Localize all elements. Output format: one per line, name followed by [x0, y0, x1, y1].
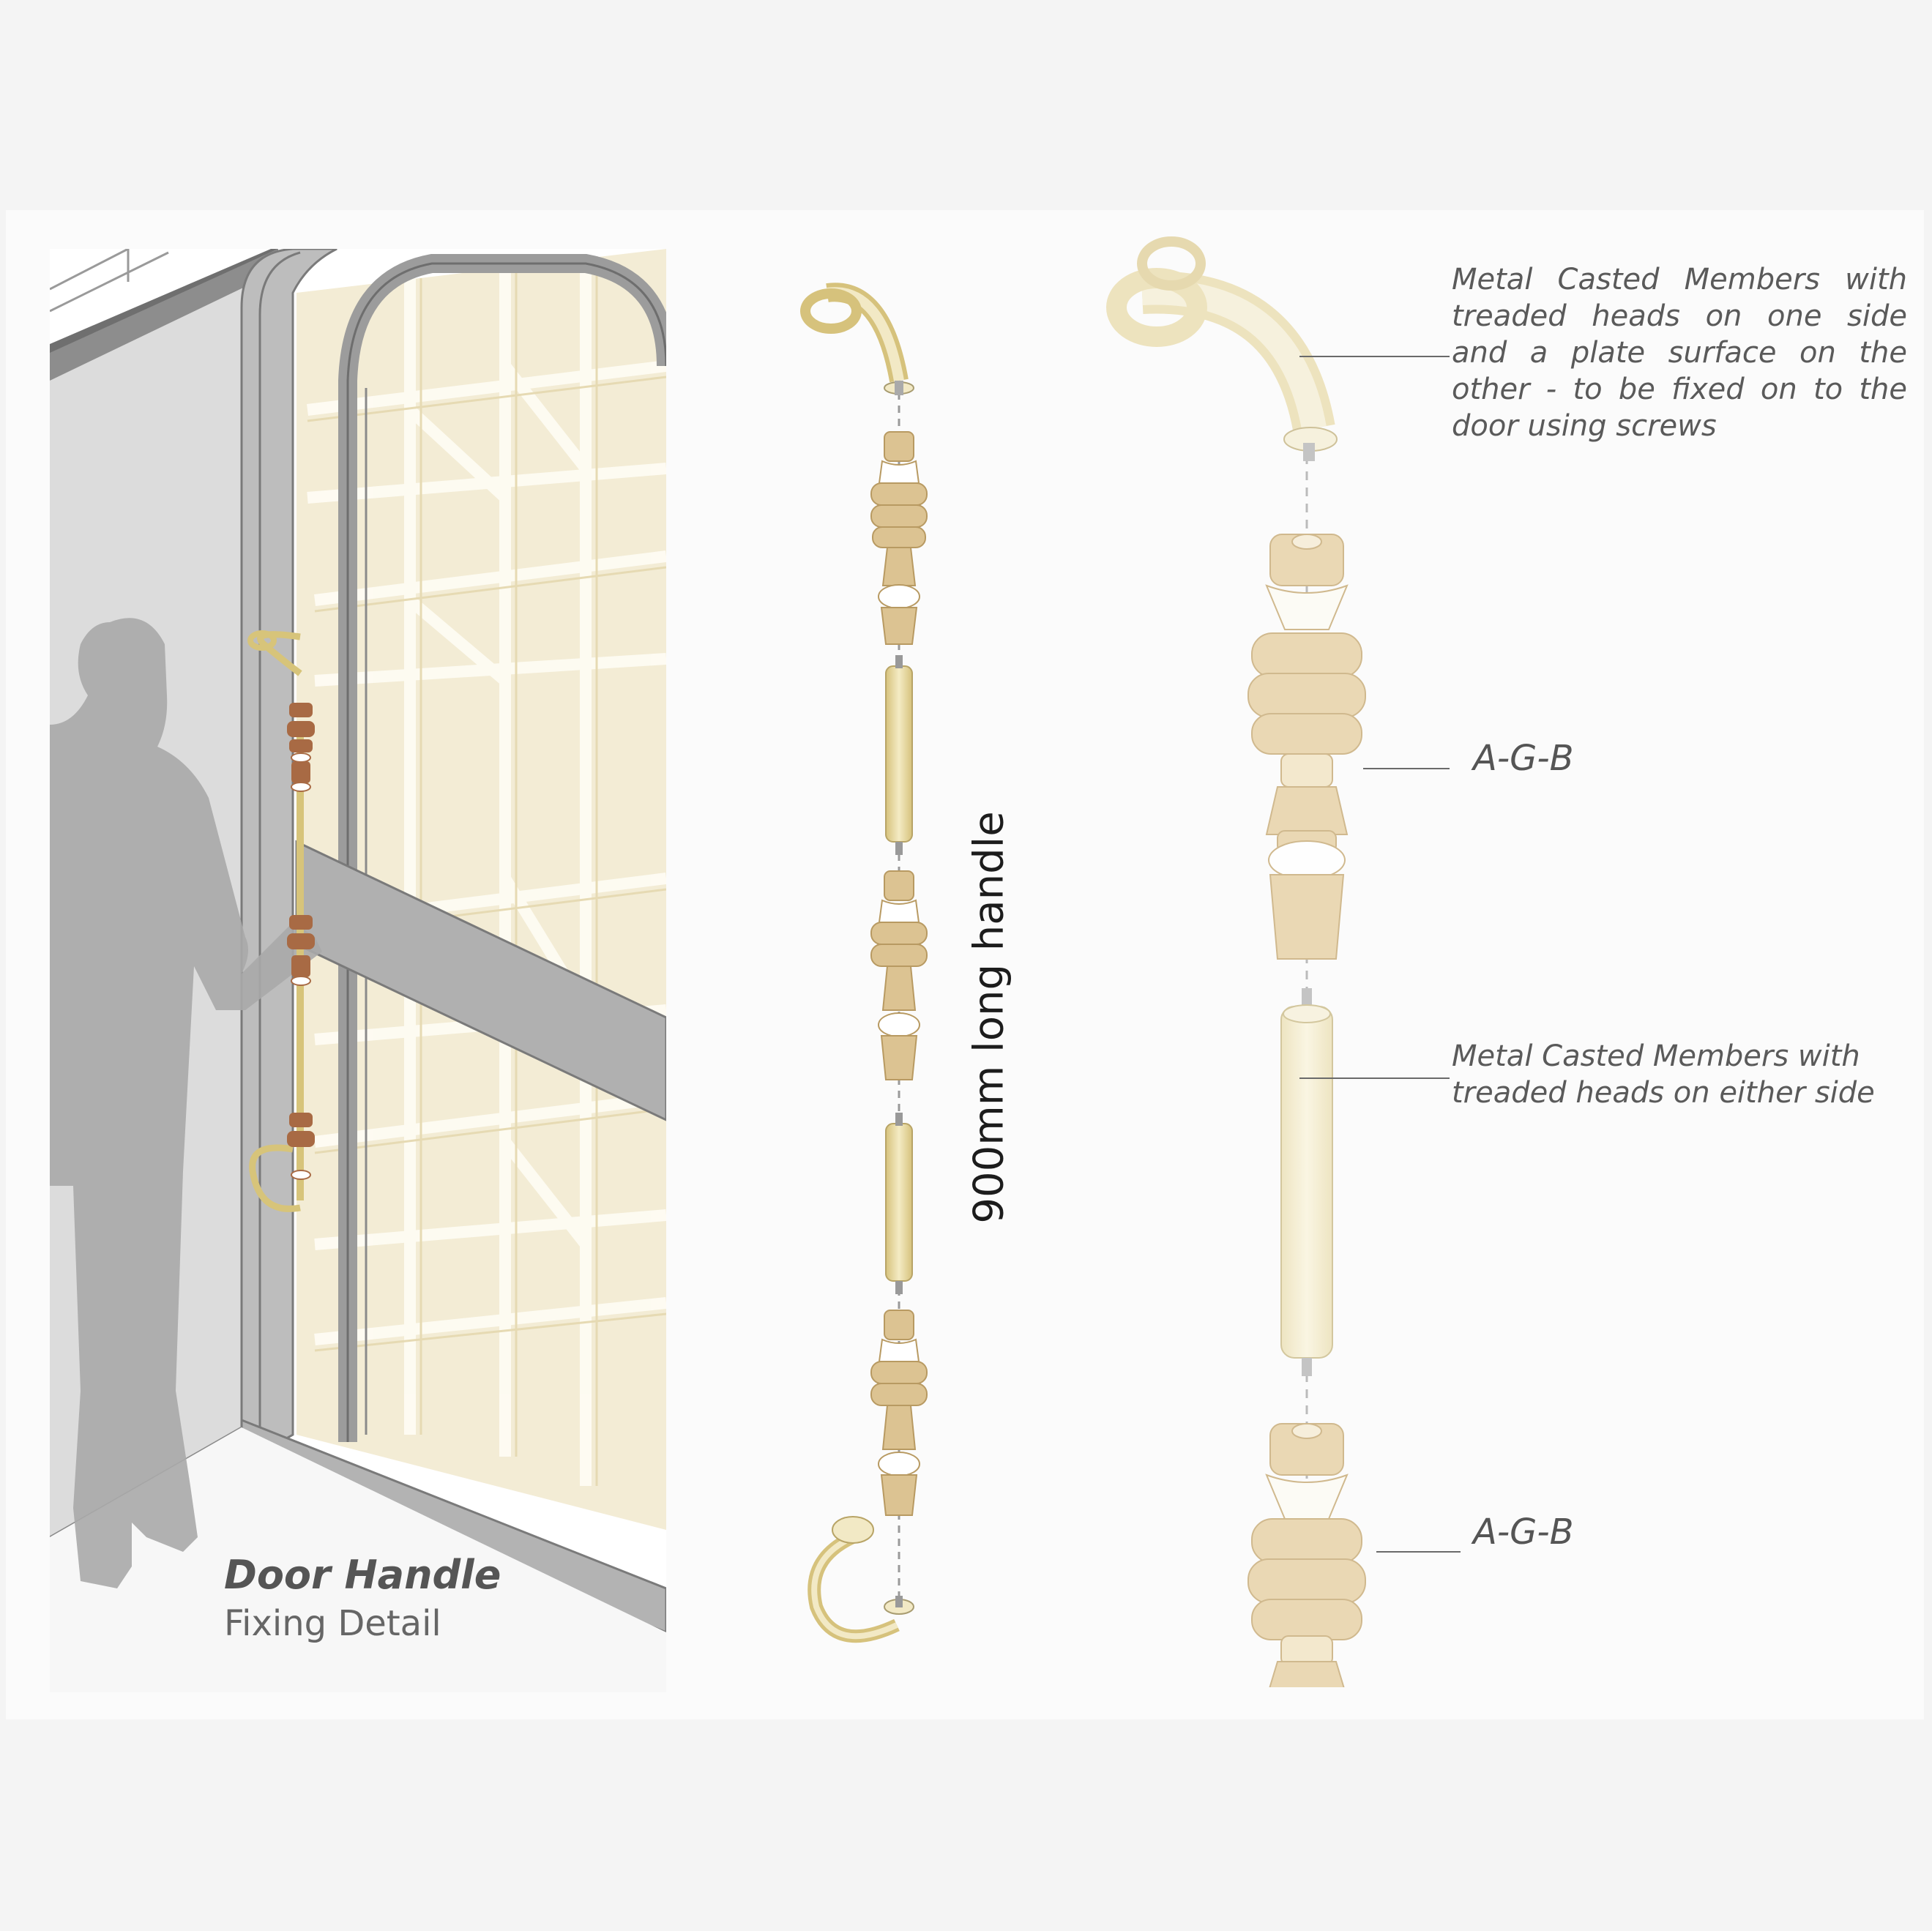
assembly-tag-upper: A-G-B: [1473, 738, 1574, 779]
annotation-end-members: Metal Casted Members with treaded heads on one side and a plate surface on the other - to be fixed on to the door using screws: [1452, 263, 1907, 443]
bottom-bracket: [814, 1517, 914, 1636]
enlarged-brass-rod: [1281, 988, 1332, 1376]
top-bracket: [805, 292, 914, 395]
brass-rod-2: [886, 1113, 912, 1294]
turned-piece-2: [871, 871, 927, 1080]
assembly-tag-lower: A-G-B: [1473, 1512, 1574, 1553]
enlarged-detail-view: [1116, 242, 1622, 1698]
annotation-rod-members: Metal Casted Members with treaded heads on either side: [1452, 1039, 1875, 1110]
enlarged-top-bracket: [1116, 242, 1337, 461]
door-perspective-view: [50, 249, 666, 1692]
enlarged-turned-piece-1: [1248, 534, 1365, 959]
dimension-label: 900mm long handle: [965, 811, 1013, 1224]
enlarged-turned-piece-2: [1248, 1424, 1365, 1698]
brass-rod-1: [886, 655, 912, 855]
drawing-subtitle: Fixing Detail: [224, 1603, 441, 1644]
drawing-title: Door Handle: [224, 1552, 501, 1598]
exploded-view-handle: [805, 292, 927, 1636]
